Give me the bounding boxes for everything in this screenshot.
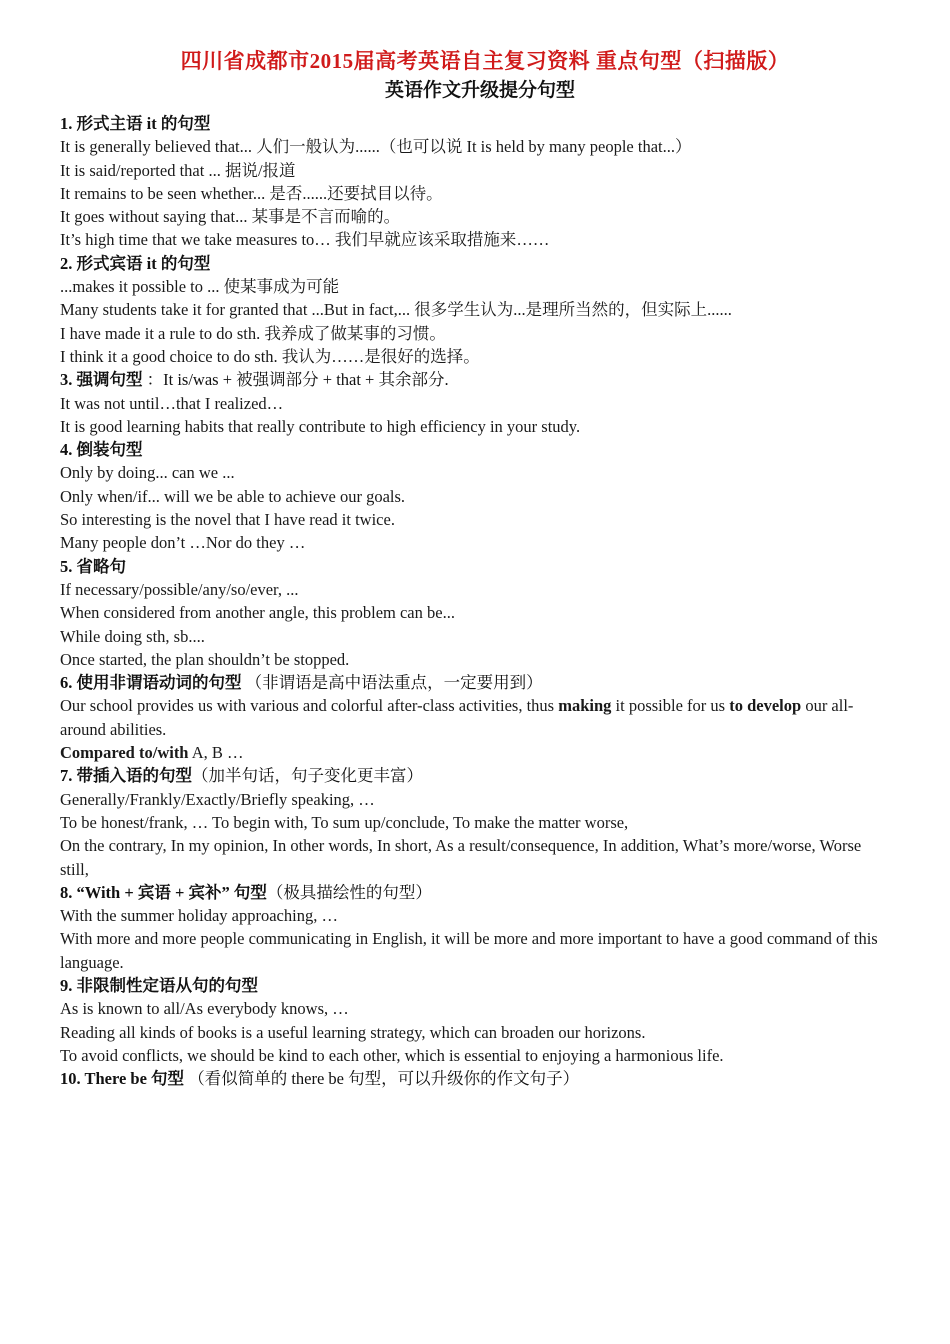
sentence-line: Only by doing... can we ... xyxy=(60,463,235,483)
section-3 xyxy=(60,368,890,438)
sentence-line: It was not until…that I realized… xyxy=(60,393,284,413)
section-heading: 6. 使用非谓语动词的句型 （非谓语是高中语法重点，一定要用到） xyxy=(60,673,543,693)
section-4 xyxy=(60,438,890,554)
sentence-line: While doing sth, sb.... xyxy=(60,626,205,646)
sentence-line: As is known to all/As everybody knows, … xyxy=(60,999,349,1019)
sentence-line: To avoid conflicts, we should be kind to each other, which is essential to enjoying a harmonious life. xyxy=(60,1045,724,1065)
section-1 xyxy=(60,112,890,252)
section-heading: 8. “With + 宾语 + 宾补” 句型（极具描绘性的句型） xyxy=(60,882,432,902)
sentence-line: When considered from another angle, this problem can be... xyxy=(60,603,455,623)
sentence-line: ...makes it possible to ... 使某事成为可能 xyxy=(60,277,340,297)
section-heading-note: （极具描绘性的句型） xyxy=(266,882,432,902)
sentence-line: It is generally believed that... 人们一般认为......（也可以说 It is held by many people that...） xyxy=(60,137,692,157)
sentence-line: Many students take it for granted that ...But in fact,... 很多学生认为...是理所当然的，但实际上...... xyxy=(60,300,732,320)
section-heading: 10. There be 句型 （看似简单的 there be 句型，可以升级你的作文句子） xyxy=(60,1069,580,1089)
sentence-line: If necessary/possible/any/so/ever, ... xyxy=(60,579,299,599)
section-heading: 3. 强调句型 ：It is/was + 被强调部分 + that + 其余部分. xyxy=(60,370,449,390)
sentence-line: So interesting is the novel that I have read it twice. xyxy=(60,510,395,530)
sentence-line: It is said/reported that ... 据说/报道 xyxy=(60,160,296,180)
section-2 xyxy=(60,252,890,368)
sentence-paragraph: Our school provides us with various and colorful after-class activities, thus making it possible for us to develop our all-around abilities. xyxy=(60,696,854,739)
section-heading: 2. 形式宾语 it 的句型 xyxy=(60,253,211,273)
sentence-line: Generally/Frankly/Exactly/Briefly speaking, … xyxy=(60,789,375,809)
sentence-line: Once started, the plan shouldn’t be stopped. xyxy=(60,649,350,669)
sentence-line: Reading all kinds of books is a useful learning strategy, which can broaden our horizons. xyxy=(60,1022,646,1042)
section-5 xyxy=(60,555,890,671)
sentence-line: To be honest/frank, … To begin with, To sum up/conclude, To make the matter worse, xyxy=(60,812,629,832)
section-heading-note: （看似简单的 there be 句型，可以升级你的作文句子） xyxy=(184,1069,580,1089)
sentence-line: Only when/if... will we be able to achieve our goals. xyxy=(60,486,406,506)
section-heading: 4. 倒装句型 xyxy=(60,440,143,460)
sentence-paragraph: On the contrary, In my opinion, In other words, In short, As a result/consequence, In addition, What’s more/worse, Worse still, xyxy=(60,836,862,879)
section-9 xyxy=(60,974,890,1067)
section-6 xyxy=(60,671,890,764)
sentence-line: I have made it a rule to do sth. 我养成了做某事的习惯。 xyxy=(60,323,446,343)
sentence-line: Compared to/with A, B … xyxy=(60,743,244,763)
sentence-line: With the summer holiday approaching, … xyxy=(60,906,338,926)
sentence-line: It is good learning habits that really contribute to high efficiency in your study. xyxy=(60,416,581,436)
section-10 xyxy=(60,1067,890,1090)
sentence-line: I think it a good choice to do sth. 我认为……是很好的选择。 xyxy=(60,346,480,366)
section-8 xyxy=(60,881,890,974)
sentence-line: It remains to be seen whether... 是否......还要拭目以待。 xyxy=(60,183,443,203)
sentence-paragraph: With more and more people communicating in English, it will be more and more important to have a good command of this language. xyxy=(60,929,878,972)
sentence-line: It goes without saying that... 某事是不言而喻的。 xyxy=(60,207,401,227)
document-title: 四川省成都市2015届高考英语自主复习资料 重点句型（扫描版） xyxy=(180,49,790,73)
section-7 xyxy=(60,764,890,880)
section-heading-note: （加半句话，句子变化更丰富） xyxy=(192,766,423,786)
section-heading-note: ：It is/was + 被强调部分 + that + 其余部分. xyxy=(142,370,449,390)
sentence-line: Many people don’t …Nor do they … xyxy=(60,533,306,553)
section-heading-note: （非谓语是高中语法重点，一定要用到） xyxy=(241,673,543,693)
sentence-line: It’s high time that we take measures to… 我们早就应该采取措施来…… xyxy=(60,230,550,250)
section-heading: 5. 省略句 xyxy=(60,556,126,576)
section-heading: 7. 带插入语的句型（加半句话，句子变化更丰富） xyxy=(60,766,423,786)
document-subtitle: 英语作文升级提分句型 xyxy=(384,80,575,101)
section-heading: 9. 非限制性定语从句的句型 xyxy=(60,975,258,995)
section-heading: 1. 形式主语 it 的句型 xyxy=(60,114,211,133)
